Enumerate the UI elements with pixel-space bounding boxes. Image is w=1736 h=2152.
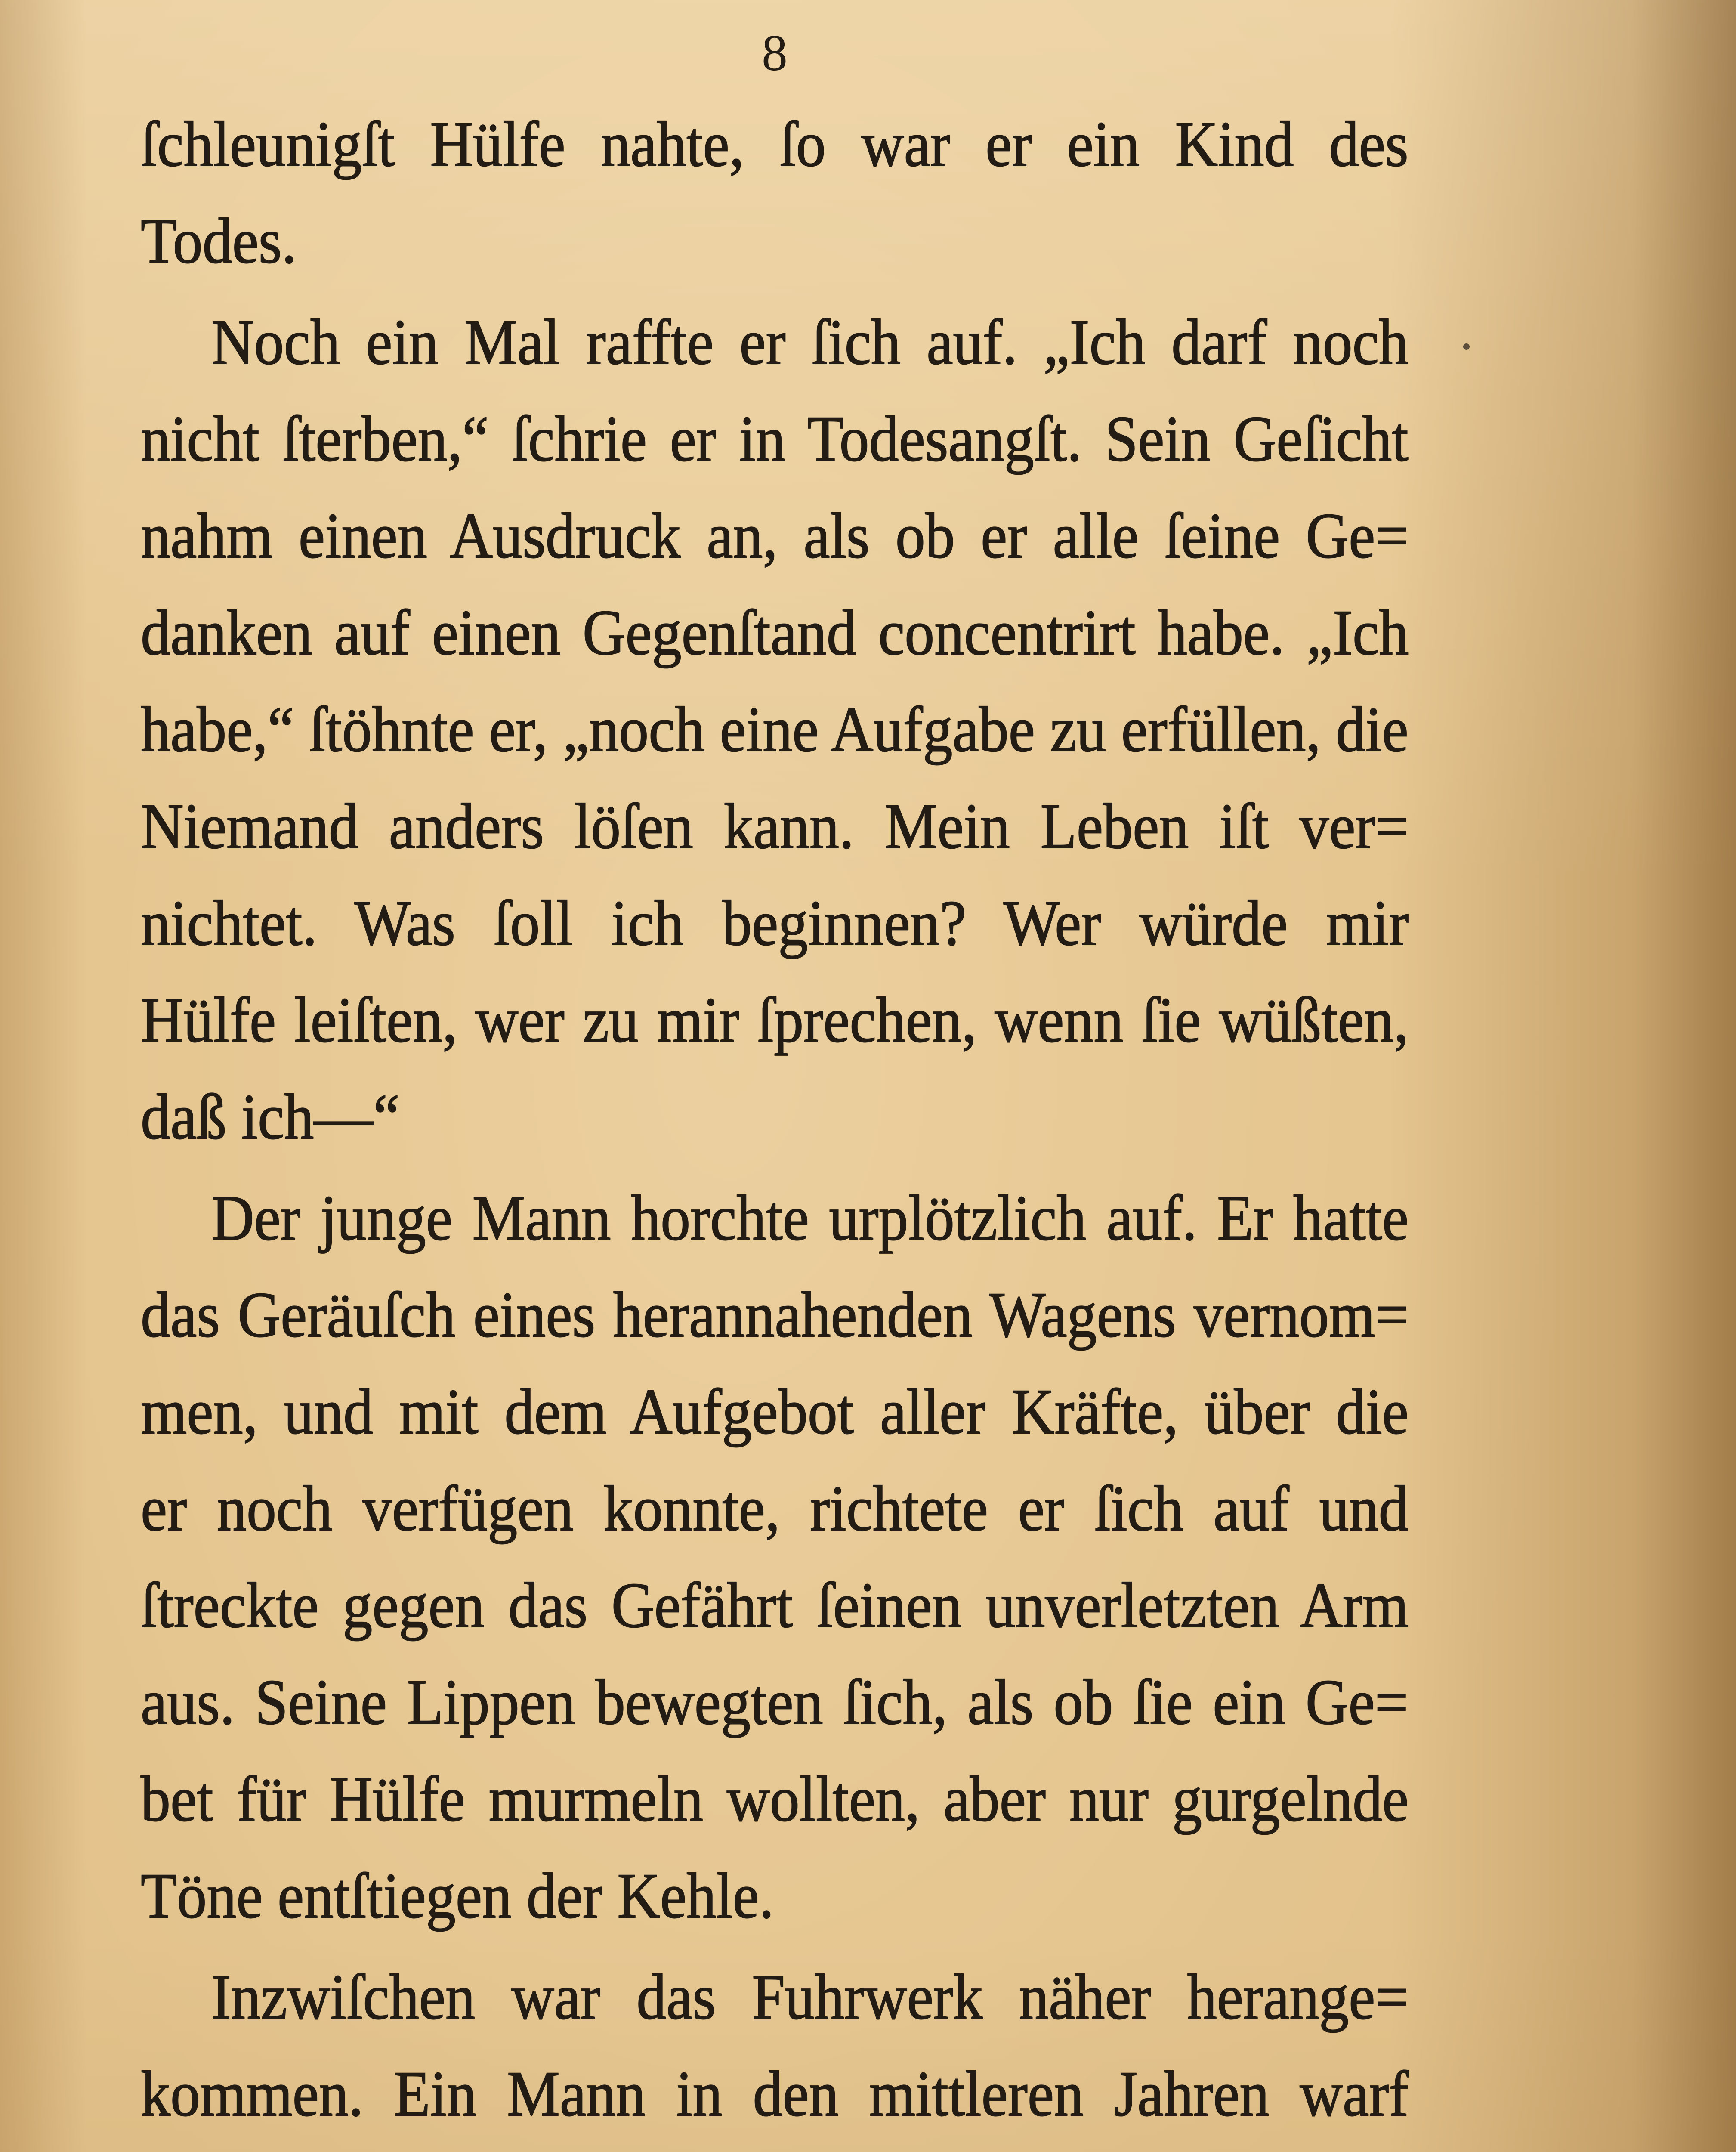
text-line-content: nichtet. Was ſoll ich beginnen? Wer würde mir — [141, 887, 1409, 959]
text-line-content: bet für Hülfe murmeln wollten, aber nur gurgelnde — [141, 1763, 1409, 1835]
page-number: 8 — [762, 24, 788, 81]
text-line-content: Der junge Mann horchte urplötzlich auf. Er hatte — [211, 1182, 1409, 1254]
text-line-content: nahm einen Ausdruck an, als ob er alle ſeine Ge= — [141, 500, 1409, 572]
text-line-content: aus. Seine Lippen bewegten ſich, als ob ſie ein Ge= — [141, 1667, 1409, 1738]
text-line — [211, 1170, 1409, 1267]
ink-speck — [1463, 343, 1470, 350]
text-line-content: Todes. — [141, 205, 297, 277]
text-line — [141, 972, 1409, 1069]
text-line-content: Niemand anders löſen kann. Mein Leben iſt ver= — [141, 791, 1409, 862]
text-line — [141, 1267, 1409, 1364]
text-line-content: ſtreckte gegen das Gefährt ſeinen unverletzten Arm — [141, 1570, 1409, 1641]
text-line — [211, 294, 1409, 391]
text-line — [141, 391, 1409, 488]
text-line — [211, 1949, 1409, 2046]
text-line — [141, 681, 1409, 778]
text-line-content: nicht ſterben,“ ſchrie er in Todesangſt. Sein Geſicht — [141, 403, 1409, 475]
text-line-content: Noch ein Mal raffte er ſich auf. „Ich darf noch — [211, 306, 1409, 378]
text-line — [141, 1364, 1409, 1460]
text-line — [141, 2046, 1409, 2143]
text-line-content: kommen. Ein Mann in den mittleren Jahren warf — [141, 2058, 1409, 2130]
text-line-content: men, und mit dem Aufgebot aller Kräfte, über die — [141, 1376, 1409, 1447]
text-line-content: das Geräuſch eines herannahenden Wagens vernom= — [141, 1279, 1409, 1351]
text-line-content: Töne entſtiegen der Kehle. — [141, 1860, 774, 1932]
text-line — [141, 584, 1409, 681]
text-line-content: habe,“ ſtöhnte er, „noch eine Aufgabe zu erfüllen, die — [141, 694, 1409, 765]
text-line — [141, 875, 1409, 972]
text-line — [141, 488, 1409, 584]
text-line-content: Hülfe leiſten, wer zu mir ſprechen, wenn ſie wüßten, — [141, 984, 1409, 1056]
text-line — [141, 1069, 400, 1166]
text-line-content: Inzwiſchen war das Fuhrwerk näher herange= — [211, 1961, 1409, 2033]
text-line — [141, 1848, 774, 1945]
text-line-content: daß ich—“ — [141, 1081, 400, 1153]
text-line — [141, 96, 1409, 193]
text-line-content: er noch verfügen konnte, richtete er ſich auf und — [141, 1473, 1409, 1544]
text-line-content: danken auf einen Gegenſtand concentrirt habe. „Ich — [141, 597, 1409, 668]
text-line — [141, 2143, 1409, 2152]
text-line-content: ſchleunigſt Hülfe nahte, ſo war er ein Kind des — [141, 108, 1409, 180]
text-line — [141, 193, 297, 290]
text-line — [141, 1460, 1409, 1557]
text-line — [141, 1557, 1409, 1654]
text-line — [141, 778, 1409, 875]
text-line-content — [141, 2143, 1409, 2152]
text-line — [141, 1751, 1409, 1848]
text-line — [141, 1654, 1409, 1751]
